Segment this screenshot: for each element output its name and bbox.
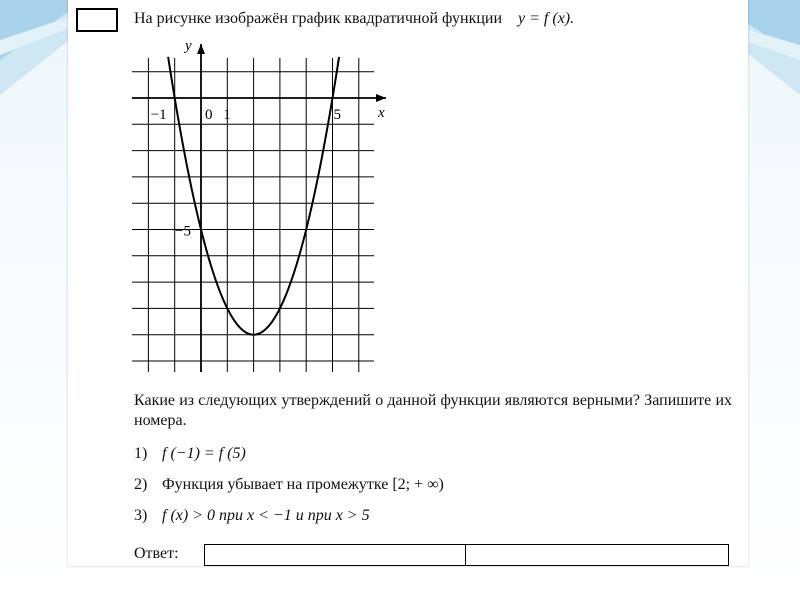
function-graph (68, 0, 748, 390)
heading-text: На рисунке изображён график квадратичной функции (134, 10, 503, 27)
option-number: 3) (134, 507, 148, 524)
x-axis-label: x (378, 105, 385, 121)
answer-field-1[interactable] (204, 544, 466, 566)
graph-grid (132, 58, 374, 372)
option-text: f (−1) = f (5) (162, 445, 246, 462)
y-axis-label: y (185, 38, 192, 54)
y-tick-label: −5 (175, 223, 191, 240)
option-3 (134, 507, 370, 525)
x-tick-label: 5 (333, 107, 341, 123)
answer-field-2[interactable] (465, 544, 729, 566)
option-text: f (x) > 0 при x < −1 и при x > 5 (162, 507, 370, 524)
option-text: Функция убывает на промежутке [2; + ∞) (162, 476, 444, 493)
option-2 (134, 476, 444, 494)
x-tick-label: 0 (205, 107, 213, 123)
x-tick-label: 1 (223, 107, 231, 123)
option-number: 2) (134, 476, 148, 493)
heading-formula: y = f (x). (518, 10, 575, 27)
worksheet-slide (68, 0, 748, 566)
option-number: 1) (134, 445, 148, 462)
graph-axes (132, 44, 386, 372)
x-axis-arrow (376, 94, 386, 102)
x-tick-label: −1 (150, 107, 167, 123)
option-1 (134, 445, 246, 463)
y-axis-arrow (197, 44, 205, 54)
answer-label: Ответ: (134, 545, 179, 562)
question-text: Какие из следующих утверждений о данной функции являются верными? Запишите их номера. (134, 392, 732, 429)
